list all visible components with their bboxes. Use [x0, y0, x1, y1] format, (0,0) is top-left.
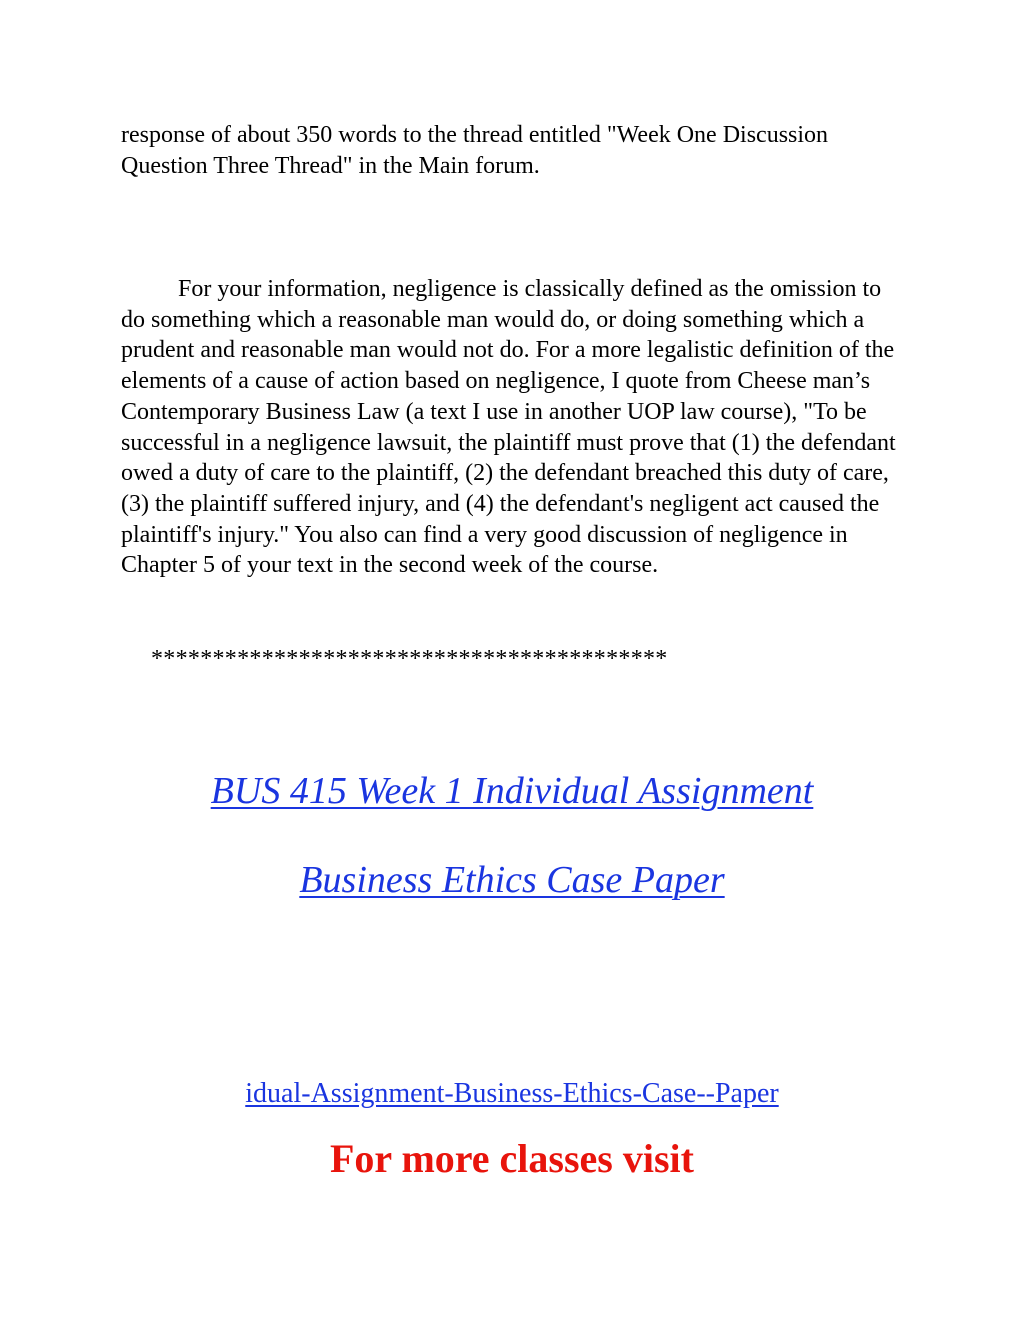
- intro-paragraph: response of about 350 words to the thread entitled "Week One Discussion Question Three Thread" in the Main forum.: [121, 122, 829, 179]
- url-fragment-line: [0, 1077, 1024, 1111]
- url-fragment-link[interactable]: idual-Assignment-Business-Ethics-Case--Paper: [245, 1078, 779, 1109]
- promo-heading: For more classes visit: [329, 1136, 694, 1181]
- assignment-title-link[interactable]: BUS 415 Week 1 Individual Assignment: [210, 770, 814, 812]
- negligence-paragraph: For your information, negligence is classically defined as the omission to do something which a reasonable man would do, or doing something which a prudent and reasonable man would not do. For a more legalistic definition of the elements of a cause of action based on negligence, I quote from Cheese man’s Contemporary Business Law (a text I use in another UOP law course), "To be successful in a negligence lawsuit, the plaintiff must prove that (1) the defendant owed a duty of care to the plaintiff, (2) the defendant breached this duty of care, (3) the plaintiff suffered injury, and (4) the defendant's negligent act caused the plaintiff's injury." You also can find a very good discussion of negligence in Chapter 5 of your text in the second week of the course.: [121, 276, 896, 579]
- assignment-subtitle-link[interactable]: Business Ethics Case Paper: [299, 859, 725, 901]
- asterisk-separator: ******************************************: [151, 646, 668, 672]
- assignment-subtitle-heading: [0, 858, 1024, 902]
- assignment-title-heading: [0, 769, 1024, 813]
